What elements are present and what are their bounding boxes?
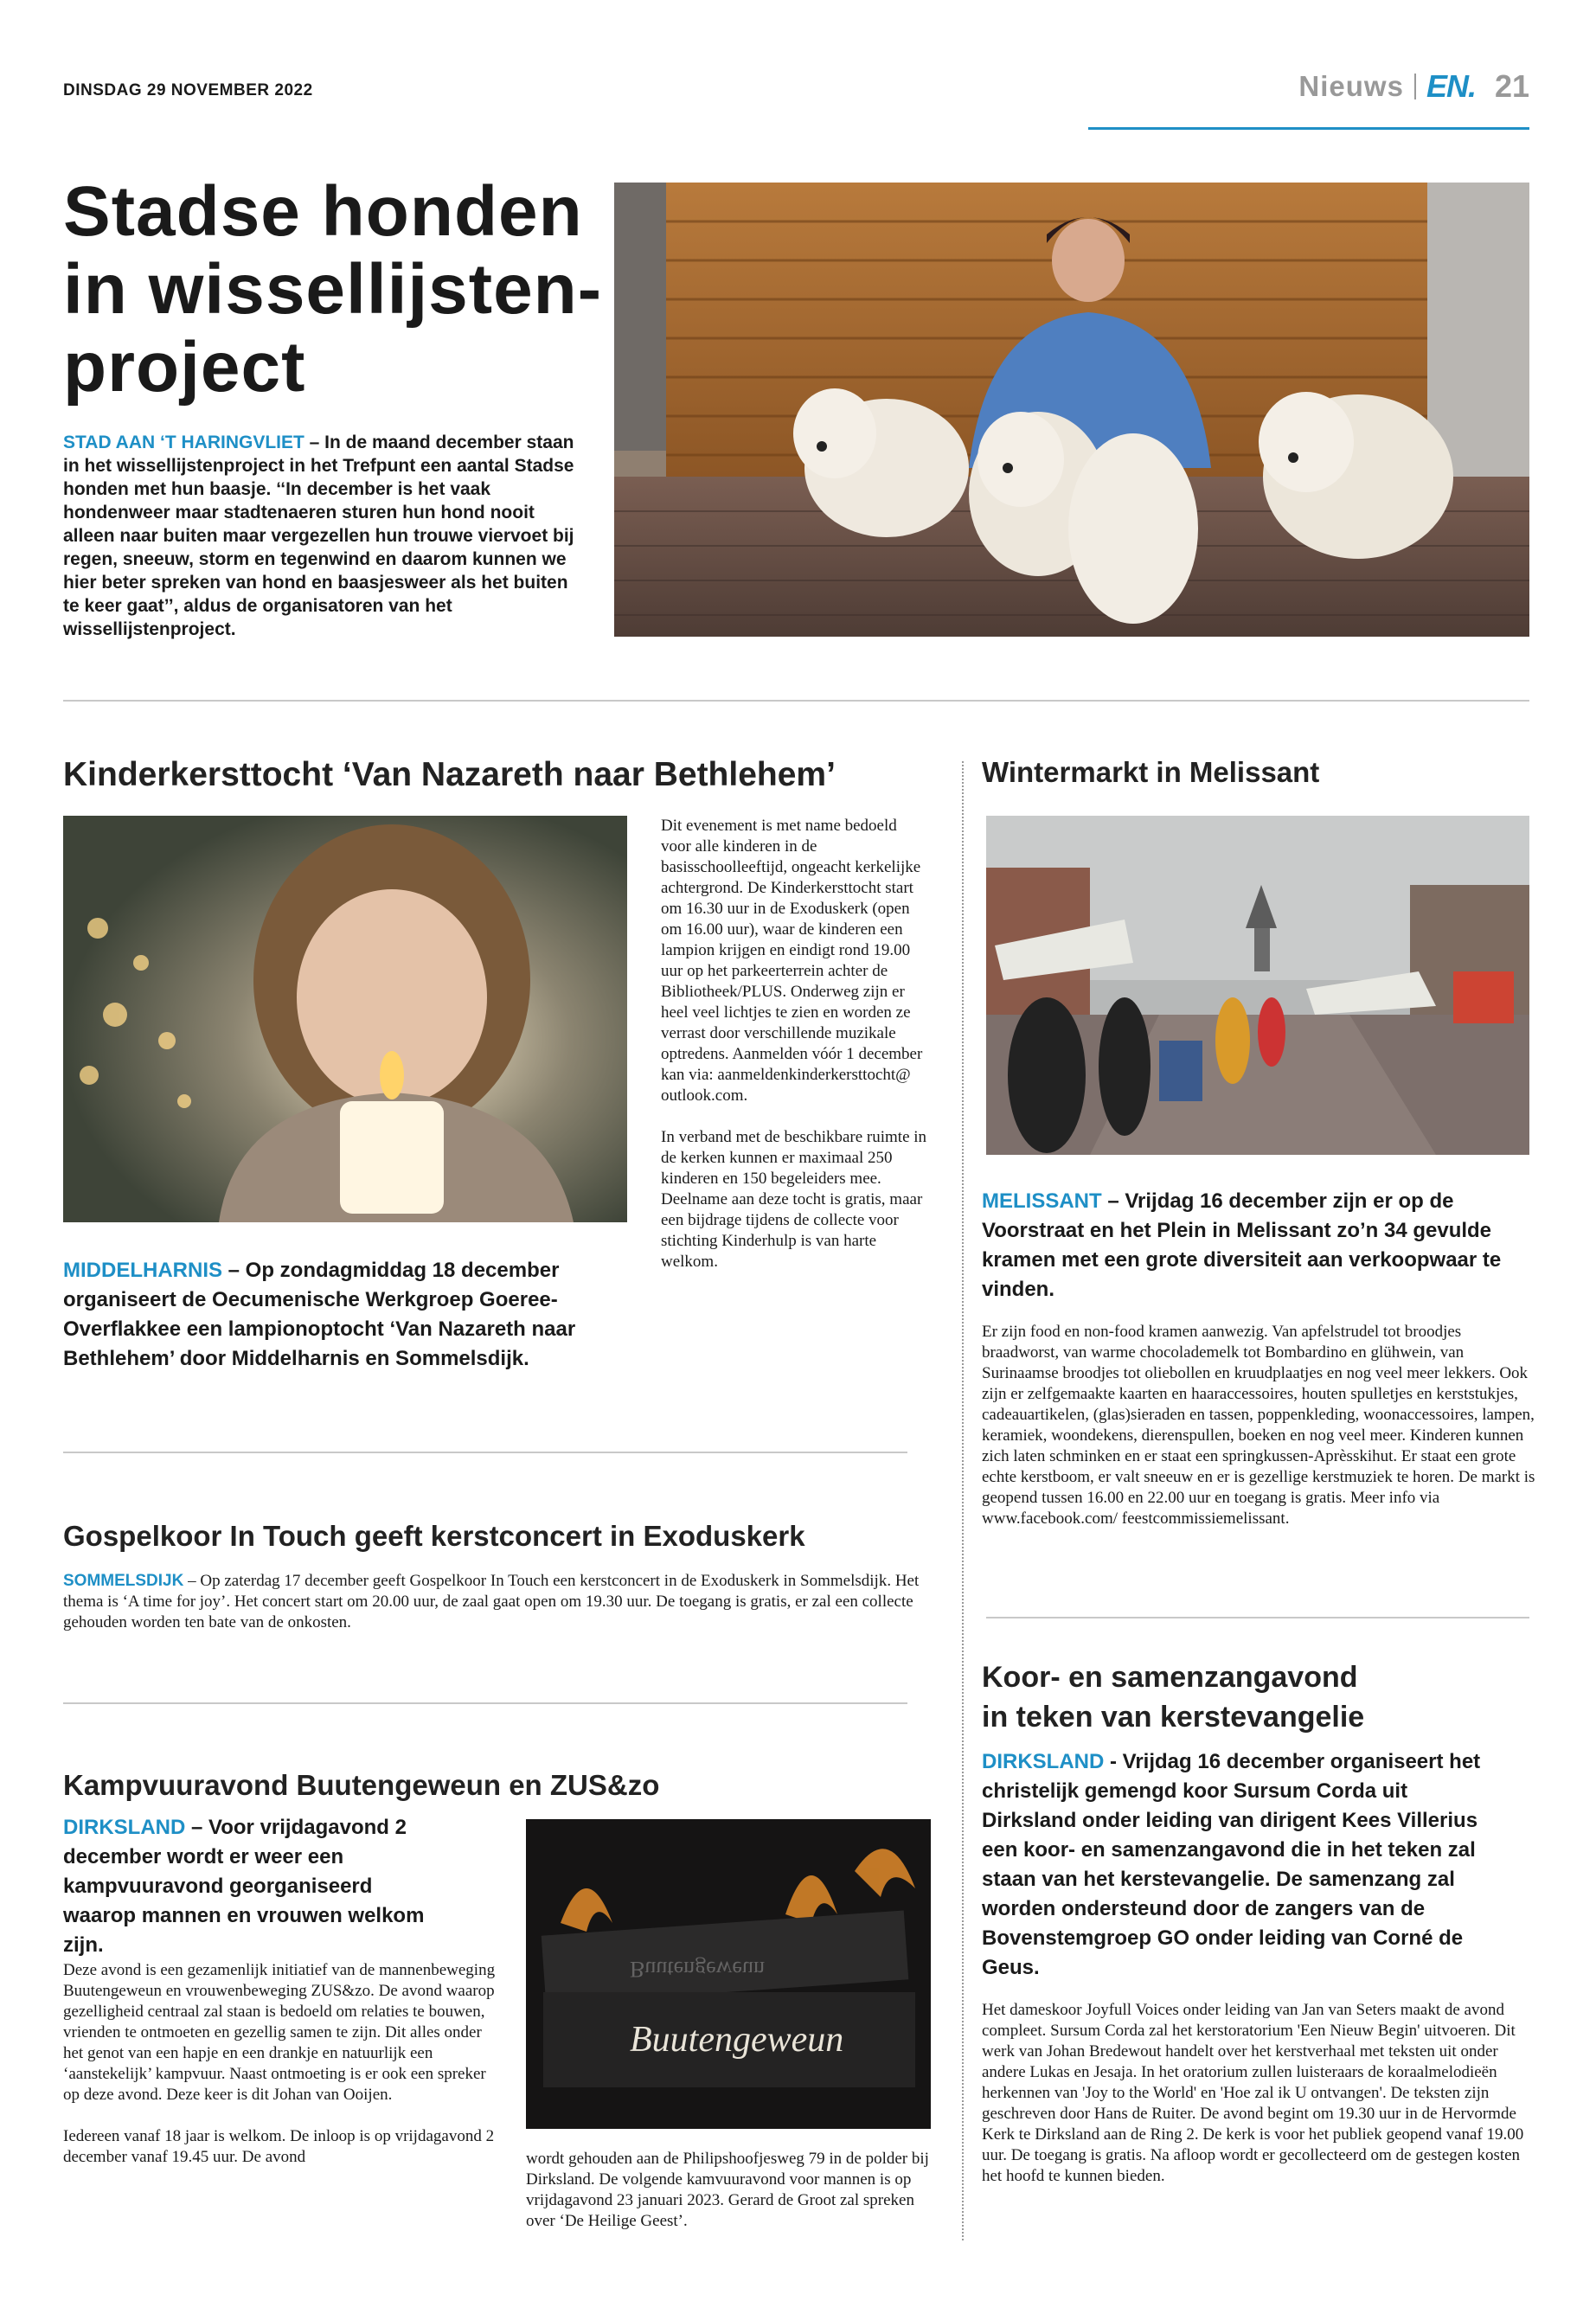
article3-lead — [982, 1187, 1535, 1304]
headline-line: project — [63, 328, 306, 407]
article6-paragraph: Deze avond is een gezamenlijk initiatief van de mannenbeweging Buutengeweun en vrouwenbeweging ZUS&zo. De avond waarop gezelligheid centraal zal staan is bedoeld om relaties te bouwen, vrienden te ontmoeten en gezellig samen te zijn. Dit alles onder het genot van een hapje en een drankje en natuurlijk een ‘aanstekelijk’ kampvuur. Naast ontmoeting is er ook een spreker op deze avond. Deze keer is dit Johan van Ooijen. — [63, 1961, 496, 2104]
masthead-divider — [1414, 74, 1416, 99]
article6-body-continued: wordt gehouden aan de Philipshoofjesweg 79 in de polder bij Dirksland. De volgende kamvuuravond voor mannen is op vrijdagavond 23 januari 2023. Gerard de Groot zal spreken over ‘De Heilige Geest’. — [526, 2150, 929, 2230]
issue-date: DINSDAG 29 NOVEMBER 2022 — [63, 81, 313, 99]
article6-kicker: DIRKSLAND — [63, 1816, 186, 1839]
headline-line: Stadse honden — [63, 172, 583, 251]
masthead — [1097, 69, 1529, 104]
fire-reflection-text: Buutengeweun — [630, 1957, 765, 1982]
article2-body — [661, 816, 929, 1272]
article3-kicker: MELISSANT — [982, 1189, 1102, 1213]
headline-line: in teken van kerstevangelie — [982, 1701, 1365, 1734]
article4-body — [63, 1571, 928, 1633]
article2-lead-text: – Op zondagmiddag 18 december organiseert de Oecumenische Werkgroep Goeree-Overflakkee een lampionoptocht ‘Van Nazareth naar Bethlehem’ door Middelharnis en Sommelsdijk. — [63, 1259, 576, 1370]
article2-headline: Kinderkersttocht ‘Van Nazareth naar Bethlehem’ — [63, 756, 836, 793]
article5-lead — [982, 1747, 1501, 1983]
page-number: 21 — [1494, 68, 1529, 104]
section-divider — [63, 700, 1529, 702]
article1-lead — [63, 431, 582, 641]
article2-kicker: MIDDELHARNIS — [63, 1259, 222, 1282]
header-rule — [1088, 127, 1529, 130]
article2-paragraph: Dit evenement is met name bedoeld voor alle kinderen in de basisschoolleeftijd, ongeacht kerkelijke achtergrond. De Kinderkersttocht start om 16.30 uur in de Exoduskerk (open om 16.00 uur), waar de kinderen een lampion krijgen en eindigt rond 19.00 uur op het parkeerterrein achter de Bibliotheek/PLUS. Onderweg zijn er heel veel lichtjes te zien en worden ze verrast door verschillende muzikale optredens. Aanmelden vóór 1 december kan via: aanmeldenkinderkersttocht@ outlook.com. — [661, 817, 923, 1105]
article1-headline — [63, 173, 608, 407]
article3-headline: Wintermarkt in Melissant — [982, 756, 1320, 788]
wintermarket-photo — [986, 816, 1529, 1155]
article5-kicker: DIRKSLAND — [982, 1750, 1105, 1773]
article2-lead — [63, 1256, 608, 1374]
column-divider — [962, 761, 964, 2240]
article6-body — [63, 1960, 496, 2168]
section-divider — [63, 1452, 907, 1453]
headline-line: in wissellijsten- — [63, 250, 603, 329]
article4-body-text: – Op zaterdag 17 december geeft Gospelkoor In Touch een kerstconcert in de Exoduskerk in Sommelsdijk. Het thema is ‘A time for joy’. Het concert start om 20.00 uur, de zaal gaat open om 19.30 uur. De toegang is gratis, er zal een collecte gehouden worden ten bate van de onkosten. — [63, 1572, 920, 1631]
article5-headline — [982, 1657, 1364, 1737]
headline-line: Koor- en samenzangavond — [982, 1661, 1358, 1694]
article2-paragraph: In verband met de beschikbare ruimte in de kerken kunnen er maximaal 250 kinderen en 150 begeleiders mee. Deelname aan deze tocht is gratis, maar een bijdrage tijdens de collecte voor stichting Kinderhulp is van harte welkom. — [661, 1128, 927, 1271]
child-candle-photo — [63, 816, 627, 1222]
section-divider — [986, 1617, 1529, 1618]
fire-sign-text: Buutengeweun — [630, 2020, 844, 2060]
article1-kicker: STAD AAN ‘T HARINGVLIET — [63, 433, 304, 452]
section-divider — [63, 1702, 907, 1704]
campfire-photo — [526, 1819, 931, 2129]
article3-lead-text: – Vrijdag 16 december zijn er op de Voorstraat en het Plein in Melissant zo’n 34 gevulde kramen met een grote diversiteit aan verkoopwaar te vinden. — [982, 1189, 1502, 1301]
article4-headline: Gospelkoor In Touch geeft kerstconcert in Exoduskerk — [63, 1520, 805, 1552]
section-name: Nieuws — [1298, 70, 1404, 102]
article3-body: Er zijn food en non-food kramen aanwezig. Van apfelstrudel tot broodjes braadworst, van warme chocolademelk tot Bombardino en glühwein, van Surinaamse broodjes tot oliebollen en kruudplaatjes en nog veel meer lekkers. Ook zijn er zelfgemaakte kaarten en haaraccessoires, houten spulletjes en kerststukjes, cadeauartikelen, (glas)sieraden en tassen, poppenkleding, woonaccessoires, lampen, keramiek, woondekens, dierenspullen, boeken en nog veel meer. Kinderen kunnen zich laten schminken en er staat een springkussen-Aprèsskihut. Er staat een grote echte kerstboom, er valt sneeuw en er is gezellige kerstmuziek te horen. De markt is geopend tussen 16.00 en 22.00 uur en toegang is gratis. Meer info via www.facebook.com/ feestcommissiemelissant. — [982, 1323, 1535, 1528]
article6-headline: Kampvuuravond Buutengeweun en ZUS&zo — [63, 1769, 660, 1801]
article5-body: Het dameskoor Joyfull Voices onder leiding van Jan van Seters maakt de avond compleet. Sursum Corda zal het kerstoratorium 'Een Nieuw Begin' uitvoeren. Dit werk van Johan Bredewout handelt over het kerstverhaal met teksten uit onder andere Lukas en Jesaja. In het oratorium zullen luisteraars de koraalmelodieën herkennen van 'Joy to the World' en 'Hoe zal ik U ontvangen'. De teksten zijn geschreven door Hans de Ruiter. De avond begint om 19.30 uur in de Hervormde Kerk te Dirksland aan de Ring 2. De kerk is voor het publiek geopend vanaf 19.00 uur. De toegang is gratis. Na afloop wordt er gecollecteerd om de gestegen kosten het hoofd te kunnen bieden. — [982, 2001, 1524, 2185]
article1-lead-text: – In de maand december staan in het wissellijstenproject in het Trefpunt een aantal Stadse honden met hun baasje. ‘‘In december is het vaak hondenweer maar stadtenaeren sturen hun hond nooit alleen naar buiten maar vergezellen hun trouwe viervoet bij regen, sneeuw, storm en tegenwind en daarom kunnen we hier beter spreken van hond en baasjesweer als het buiten te keer gaat’’, aldus de organisatoren van het wissellijstenproject. — [63, 433, 574, 639]
article5-lead-text: - Vrijdag 16 december organiseert het christelijk gemengd koor Sursum Corda uit Dirksland onder leiding van dirigent Kees Villerius een koor- en samenzangavond die in het teken zal staan van het kerstevangelie. De samenzang zal worden ondersteund door de zangers van de Bovenstemgroep GO onder leiding van Corné de Geus. — [982, 1750, 1481, 1979]
article6-lead — [63, 1813, 435, 1960]
article6-lead-text: – Voor vrijdagavond 2 december wordt er weer een kampvuuravond georganiseerd waarop mannen en vrouwen welkom zijn. — [63, 1816, 425, 1957]
newspaper-logo: EN. — [1426, 68, 1476, 104]
article6-paragraph: Iedereen vanaf 18 jaar is welkom. De inloop is op vrijdagavond 2 december vanaf 19.45 uur. De avond — [63, 2127, 495, 2166]
dogs-photo — [614, 183, 1529, 637]
article4-kicker: SOMMELSDIJK — [63, 1572, 184, 1590]
